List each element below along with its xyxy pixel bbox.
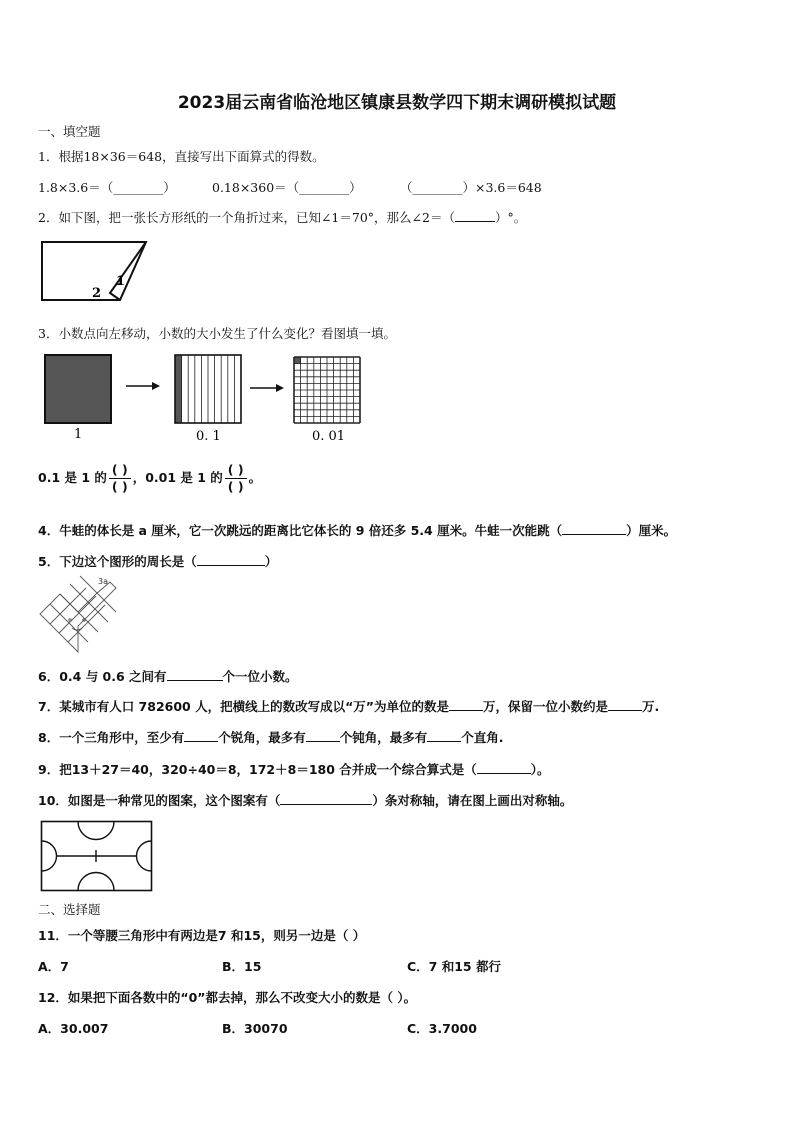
question-1-item-a: 1.8×3.6＝（________） <box>38 180 176 195</box>
square-label-0-01: 0. 01 <box>312 429 346 444</box>
question-10-text <box>38 791 572 809</box>
question-1-item-c: （________）×3.6＝648 <box>400 180 542 195</box>
diamond-grid-figure <box>38 574 118 654</box>
question-4-pre: 4．牛蛙的体长是 a 厘米，它一次跳远的距离比它体长的 9 倍还多 5.4 厘米。牛蛙一次能跳（ <box>38 523 563 538</box>
question-3-fill-end: 。 <box>248 470 262 485</box>
fraction-answer-b[interactable] <box>225 462 247 495</box>
question-9-text <box>38 760 550 778</box>
question-11-option-b[interactable]: B．15 <box>222 959 262 974</box>
question-9-pre: 9．把13＋27＝40，320÷40＝8，172＋8＝180 合并成一个综合算式是（ <box>38 762 477 777</box>
question-4-blank[interactable] <box>562 523 626 535</box>
question-8-part-2: 个锐角，最多有 <box>218 730 306 745</box>
question-7-pre: 7．某城市有人口 782600 人，把横线上的数改写成以“万”为单位的数是 <box>38 699 450 714</box>
question-11-option-a[interactable]: A．7 <box>38 959 69 974</box>
question-8-blank-2[interactable] <box>306 730 340 742</box>
square-label-0-1: 0. 1 <box>196 429 221 444</box>
section-heading-multiple-choice: 二、选择题 <box>38 902 101 917</box>
question-5-pre: 5．下边这个图形的周长是（ <box>38 554 197 569</box>
question-7-blank-1[interactable] <box>449 699 483 711</box>
question-8-blank-1[interactable] <box>184 730 218 742</box>
question-2-blank[interactable] <box>455 210 495 222</box>
question-1-item-b: 0.18×360＝（________） <box>212 180 362 195</box>
question-4-post: ）厘米。 <box>626 523 677 538</box>
question-12-option-a[interactable]: A．30.007 <box>38 1021 109 1036</box>
question-6-blank[interactable] <box>167 669 223 681</box>
folded-paper-figure <box>40 238 156 304</box>
question-2-text <box>38 208 526 226</box>
question-6-pre: 6．0.4 与 0.6 之间有 <box>38 669 167 684</box>
question-9-post: ）。 <box>530 762 550 777</box>
question-10-post: ）条对称轴，请在图上画出对称轴。 <box>372 793 573 808</box>
question-3-text: 3．小数点向左移动，小数的大小发生了什么变化？看图填一填。 <box>38 326 396 341</box>
question-11-option-c[interactable]: C．7 和15 都行 <box>407 959 501 974</box>
question-3-fill <box>38 462 261 495</box>
question-4-text <box>38 521 676 539</box>
question-12-option-b[interactable]: B．30070 <box>222 1021 288 1036</box>
question-12-text: 12．如果把下面各数中的“0”都去掉，那么不改变大小的数是（ ）。 <box>38 990 417 1005</box>
symmetric-pattern-figure <box>40 820 154 892</box>
question-3-fill-a: 0.1 是 1 的 <box>38 470 107 485</box>
question-8-part-1: 8．一个三角形中，至少有 <box>38 730 185 745</box>
fraction-a-denominator: ( ) <box>111 479 128 494</box>
angle-label-2: 2 <box>92 286 102 301</box>
question-6-text <box>38 667 298 685</box>
question-8-text <box>38 728 503 746</box>
question-8-part-4: 个直角. <box>461 730 504 745</box>
angle-label-1: 1 <box>116 274 126 289</box>
question-12-option-c[interactable]: C．3.7000 <box>407 1021 477 1036</box>
question-6-post: 个一位小数。 <box>222 669 298 684</box>
question-10-pre: 10．如图是一种常见的图案，这个图案有（ <box>38 793 281 808</box>
question-5-blank[interactable] <box>197 554 265 566</box>
square-label-1: 1 <box>74 427 83 442</box>
question-2-post: ）°。 <box>494 210 527 225</box>
side-label-3a: 3a <box>98 577 108 586</box>
question-5-post: ） <box>264 554 278 569</box>
question-2-pre: 2．如下图，把一张长方形纸的一个角折过来，已知∠1＝70°，那么∠2＝（ <box>38 210 455 225</box>
section-heading-fill-blank: 一、填空题 <box>38 124 101 139</box>
question-9-blank[interactable] <box>477 762 531 774</box>
question-11-text: 11．一个等腰三角形中有两边是7 和15，则另一边是（ ） <box>38 928 366 943</box>
fraction-a-numerator: ( ) <box>109 462 131 479</box>
question-7-text <box>38 697 659 715</box>
question-7-post: 万. <box>642 699 660 714</box>
question-10-blank[interactable] <box>280 793 372 805</box>
fraction-b-denominator: ( ) <box>227 479 244 494</box>
question-3-fill-b: ，0.01 是 1 的 <box>132 470 223 485</box>
question-8-part-3: 个钝角，最多有 <box>339 730 428 745</box>
question-1-text: 1．根据18×36＝648，直接写出下面算式的得数。 <box>38 149 325 164</box>
fraction-b-numerator: ( ) <box>225 462 247 479</box>
question-7-blank-2[interactable] <box>608 699 642 711</box>
decimal-squares-figure <box>44 354 374 444</box>
question-7-mid: 万，保留一位小数约是 <box>483 699 609 714</box>
page-title: 2023届云南省临沧地区镇康县数学四下期末调研模拟试题 <box>177 93 617 113</box>
fraction-answer-a[interactable] <box>109 462 131 495</box>
question-5-text <box>38 552 277 570</box>
question-8-blank-3[interactable] <box>427 730 461 742</box>
